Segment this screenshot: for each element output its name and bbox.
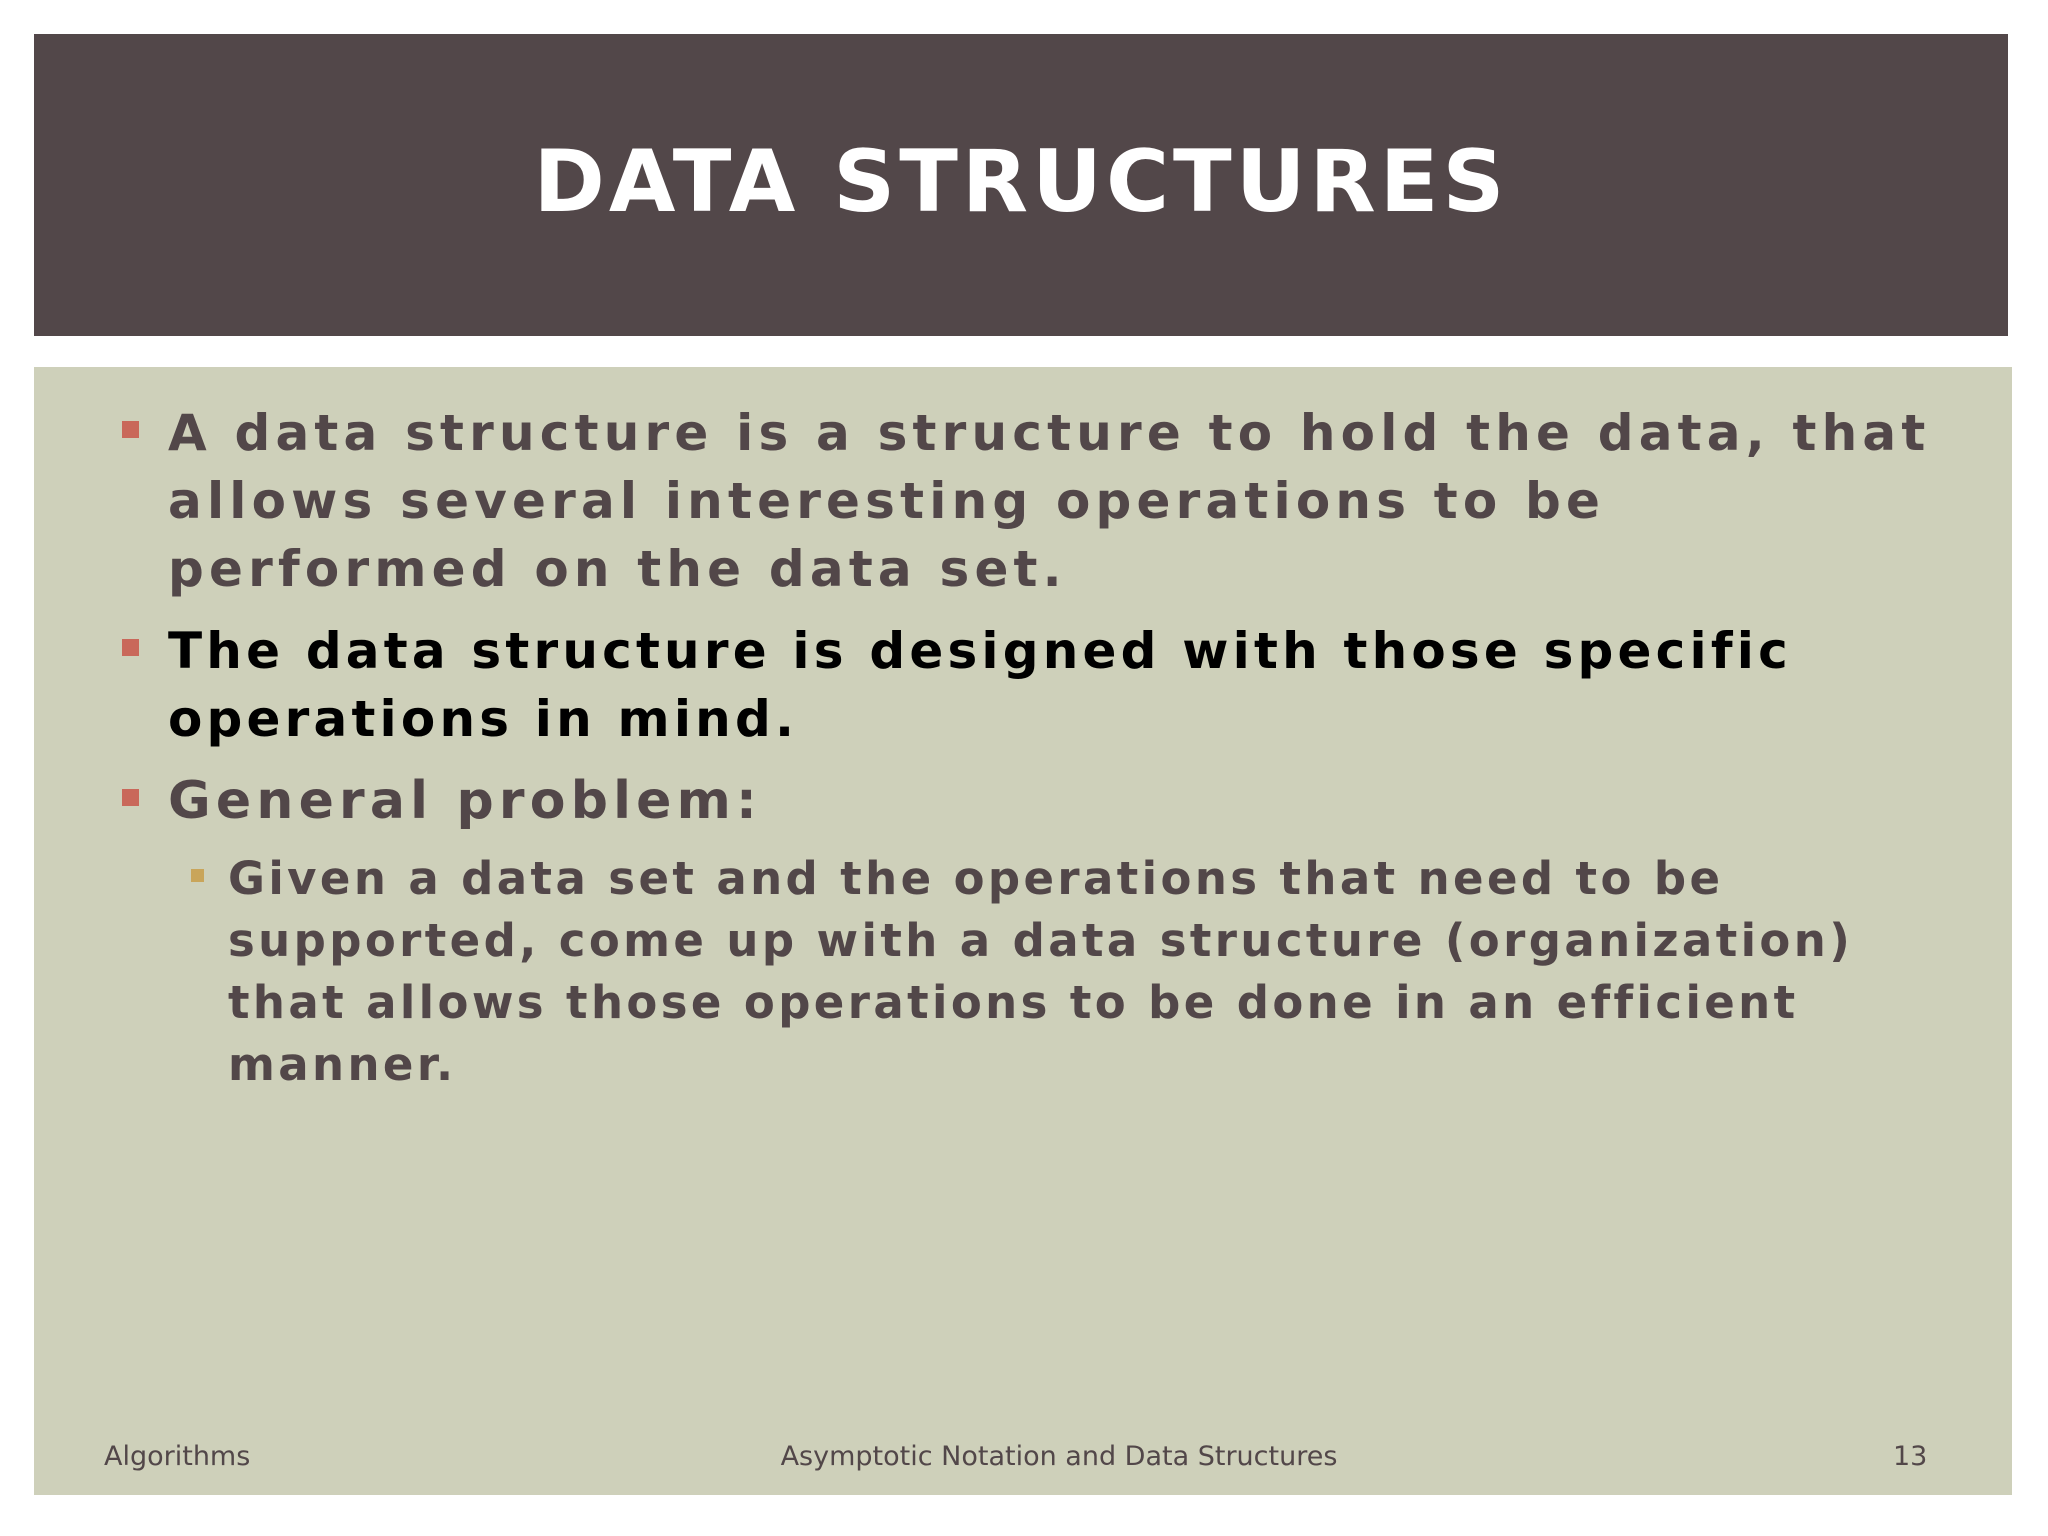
- footer-center: Asymptotic Notation and Data Structures: [780, 1441, 1338, 1472]
- bullet-text: General problem:: [168, 771, 762, 831]
- slide-title: DATA STRUCTURES: [533, 132, 1509, 232]
- title-bar: [34, 34, 2008, 336]
- bullet-item: [132, 399, 1932, 603]
- footer-left: Algorithms: [104, 1441, 251, 1472]
- square-bullet-icon: [122, 789, 139, 806]
- bullet-text: A data structure is a structure to hold the data, that allows several interesting operations to be performed on the data set.: [168, 404, 1931, 598]
- page-number: 13: [1893, 1441, 1928, 1472]
- bullet-item: [132, 767, 1932, 835]
- sub-bullet-item: [228, 848, 1948, 1096]
- bullet-item: [132, 617, 1952, 753]
- square-bullet-icon: [122, 639, 139, 656]
- bullet-text: The data structure is designed with those specific operations in mind.: [168, 622, 1792, 748]
- square-bullet-icon: [122, 421, 139, 438]
- square-sub-bullet-icon: [191, 869, 204, 882]
- sub-bullet-text: Given a data set and the operations that need to be supported, come up with a data structure (organization) that allows those operations to be done in an efficient manner.: [228, 852, 1854, 1091]
